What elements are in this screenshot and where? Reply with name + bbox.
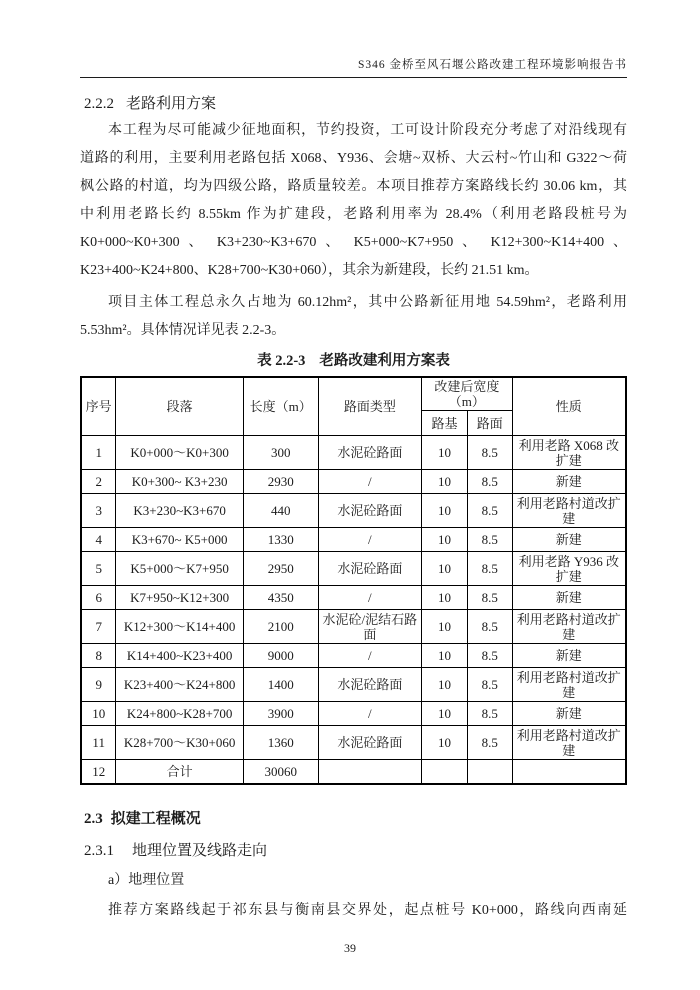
paragraph-line: 项目主体工程总永久占地为 60.12hm²，其中公路新征用地 54.59hm²，老路利用	[108, 295, 627, 310]
cell-pavement: /	[318, 470, 422, 494]
cell-nature: 新建	[512, 644, 626, 668]
cell-no: 8	[81, 644, 116, 668]
cell-pavement: 水泥砼路面	[318, 726, 422, 760]
cell-surface: 8.5	[467, 528, 512, 552]
cell-subgrade: 10	[422, 668, 468, 702]
page-header	[80, 56, 627, 78]
cell-subgrade: 10	[422, 586, 468, 610]
cell-surface: 8.5	[467, 702, 512, 726]
table-row	[81, 644, 626, 668]
col-header-no: 序号	[81, 377, 116, 436]
section-heading-2-2-2	[84, 92, 627, 113]
cell-length: 30060	[243, 760, 318, 784]
cell-nature: 利用老路村道改扩建	[512, 610, 626, 644]
paragraph-line: 枫公路的村道，均为四级公路，路质量较差。本项目推荐方案路线长约 30.06 km，其	[80, 179, 627, 194]
col-header-width-group: 改建后宽度（m）	[422, 377, 512, 411]
cell-length: 2950	[243, 552, 318, 586]
paragraph-land-occupation	[80, 289, 627, 345]
cell-surface: 8.5	[467, 726, 512, 760]
cell-no: 9	[81, 668, 116, 702]
cell-subgrade: 10	[422, 494, 468, 528]
cell-nature: 利用老路村道改扩建	[512, 668, 626, 702]
cell-nature: 利用老路村道改扩建	[512, 726, 626, 760]
cell-nature: 新建	[512, 528, 626, 552]
col-header-pavement: 路面类型	[318, 377, 422, 436]
page-content	[80, 92, 627, 925]
paragraph-location: 推荐方案路线起于祁东县与衡南县交界处，起点桩号 K0+000，路线向西南延	[108, 902, 627, 918]
cell-segment: K3+670~ K5+000	[116, 528, 244, 552]
section-heading-2-3-1	[84, 839, 627, 860]
cell-segment: K14+400~K23+400	[116, 644, 244, 668]
table-row	[81, 702, 626, 726]
cell-length: 9000	[243, 644, 318, 668]
cell-no: 5	[81, 552, 116, 586]
cell-pavement: 水泥砼路面	[318, 552, 422, 586]
cell-nature: 新建	[512, 586, 626, 610]
cell-subgrade: 10	[422, 470, 468, 494]
table-row	[81, 726, 626, 760]
table-header-row	[81, 377, 626, 411]
cell-subgrade: 10	[422, 702, 468, 726]
cell-segment: 合计	[116, 760, 244, 784]
cell-pavement: 水泥砼路面	[318, 436, 422, 470]
cell-no: 12	[81, 760, 116, 784]
cell-segment: K0+000～K0+300	[116, 436, 244, 470]
cell-pavement: /	[318, 528, 422, 552]
cell-segment: K5+000～K7+950	[116, 552, 244, 586]
col-header-length: 长度（m）	[243, 377, 318, 436]
page-number: 39	[344, 940, 356, 955]
cell-subgrade: 10	[422, 610, 468, 644]
table-row	[81, 470, 626, 494]
section-title: 拟建工程概况	[110, 810, 201, 827]
paragraph-line: 本工程为尽可能减少征地面积，节约投资，工可设计阶段充分考虑了对沿线现有	[108, 123, 627, 138]
cell-pavement: /	[318, 644, 422, 668]
cell-nature: 利用老路村道改扩建	[512, 494, 626, 528]
cell-segment: K28+700～K30+060	[116, 726, 244, 760]
section-number: 2.3	[84, 810, 103, 827]
cell-pavement: /	[318, 586, 422, 610]
table-caption	[80, 349, 627, 370]
cell-nature: 利用老路 Y936 改扩建	[512, 552, 626, 586]
section-number: 2.2.2	[84, 96, 114, 112]
cell-segment: K7+950~K12+300	[116, 586, 244, 610]
cell-no: 11	[81, 726, 116, 760]
cell-pavement	[318, 760, 422, 784]
cell-surface: 8.5	[467, 644, 512, 668]
table-row	[81, 494, 626, 528]
cell-segment: K0+300~ K3+230	[116, 470, 244, 494]
cell-no: 4	[81, 528, 116, 552]
cell-pavement: 水泥砼/泥结石路面	[318, 610, 422, 644]
cell-surface: 8.5	[467, 610, 512, 644]
cell-length: 4350	[243, 586, 318, 610]
cell-no: 3	[81, 494, 116, 528]
table-row	[81, 610, 626, 644]
cell-nature: 新建	[512, 470, 626, 494]
col-header-nature: 性质	[512, 377, 626, 436]
table-caption-name: 老路改建利用方案表	[319, 353, 450, 369]
paragraph-line: 5.53hm²。具体情况详见表 2.2-3。	[80, 323, 286, 338]
cell-segment: K3+230~K3+670	[116, 494, 244, 528]
cell-pavement: 水泥砼路面	[318, 494, 422, 528]
col-header-segment: 段落	[116, 377, 244, 436]
cell-surface: 8.5	[467, 470, 512, 494]
cell-length: 3900	[243, 702, 318, 726]
table-row	[81, 552, 626, 586]
cell-surface: 8.5	[467, 586, 512, 610]
cell-pavement: 水泥砼路面	[318, 668, 422, 702]
cell-segment: K12+300～K14+400	[116, 610, 244, 644]
table-row	[81, 436, 626, 470]
cell-no: 2	[81, 470, 116, 494]
cell-subgrade: 10	[422, 644, 468, 668]
cell-length: 1400	[243, 668, 318, 702]
cell-subgrade	[422, 760, 468, 784]
table-row	[81, 528, 626, 552]
cell-no: 7	[81, 610, 116, 644]
cell-nature	[512, 760, 626, 784]
cell-subgrade: 10	[422, 726, 468, 760]
cell-segment: K24+800~K28+700	[116, 702, 244, 726]
cell-nature: 利用老路 X068 改扩建	[512, 436, 626, 470]
paragraph-line: K0+000~K0+300 、 K3+230~K3+670 、 K5+000~K7+950 、 K12+300~K14+400 、	[80, 235, 627, 250]
road-reuse-table	[80, 376, 627, 785]
paragraph-line: 道路的利用，主要利用老路包括 X068、Y936、会塘~双桥、大云村~竹山和 G322～荷	[80, 151, 627, 166]
table-row	[81, 668, 626, 702]
cell-subgrade: 10	[422, 552, 468, 586]
cell-subgrade: 10	[422, 436, 468, 470]
section-heading-2-3	[84, 807, 627, 828]
list-item-a: a）地理位置	[108, 872, 185, 888]
cell-segment: K23+400～K24+800	[116, 668, 244, 702]
section-title: 地理位置及线路走向	[132, 842, 268, 859]
cell-length: 2930	[243, 470, 318, 494]
cell-surface: 8.5	[467, 552, 512, 586]
cell-surface: 8.5	[467, 494, 512, 528]
cell-subgrade: 10	[422, 528, 468, 552]
cell-no: 6	[81, 586, 116, 610]
cell-no: 10	[81, 702, 116, 726]
cell-length: 440	[243, 494, 318, 528]
paragraph-line: K23+400~K24+800、K28+700~K30+060），其余为新建段，长约 21.51 km。	[80, 263, 539, 278]
table-caption-label: 表 2.2-3	[257, 353, 306, 369]
paragraph-line: 中利用老路长约 8.55km 作为扩建段，老路利用率为 28.4%（利用老路段桩号为	[80, 207, 627, 222]
section-number: 2.3.1	[84, 842, 114, 859]
cell-length: 1330	[243, 528, 318, 552]
cell-no: 1	[81, 436, 116, 470]
cell-nature: 新建	[512, 702, 626, 726]
cell-length: 2100	[243, 610, 318, 644]
section-title: 老路利用方案	[126, 96, 217, 112]
table-row	[81, 586, 626, 610]
col-header-surface: 路面	[467, 411, 512, 436]
cell-surface: 8.5	[467, 668, 512, 702]
report-title: S346 金桥至风石堰公路改建工程环境影响报告书	[357, 59, 627, 71]
cell-pavement: /	[318, 702, 422, 726]
table-row-total	[81, 760, 626, 784]
cell-surface	[467, 760, 512, 784]
cell-length: 1360	[243, 726, 318, 760]
cell-surface: 8.5	[467, 436, 512, 470]
col-header-subgrade: 路基	[422, 411, 468, 436]
paragraph-road-reuse	[80, 117, 627, 285]
cell-length: 300	[243, 436, 318, 470]
